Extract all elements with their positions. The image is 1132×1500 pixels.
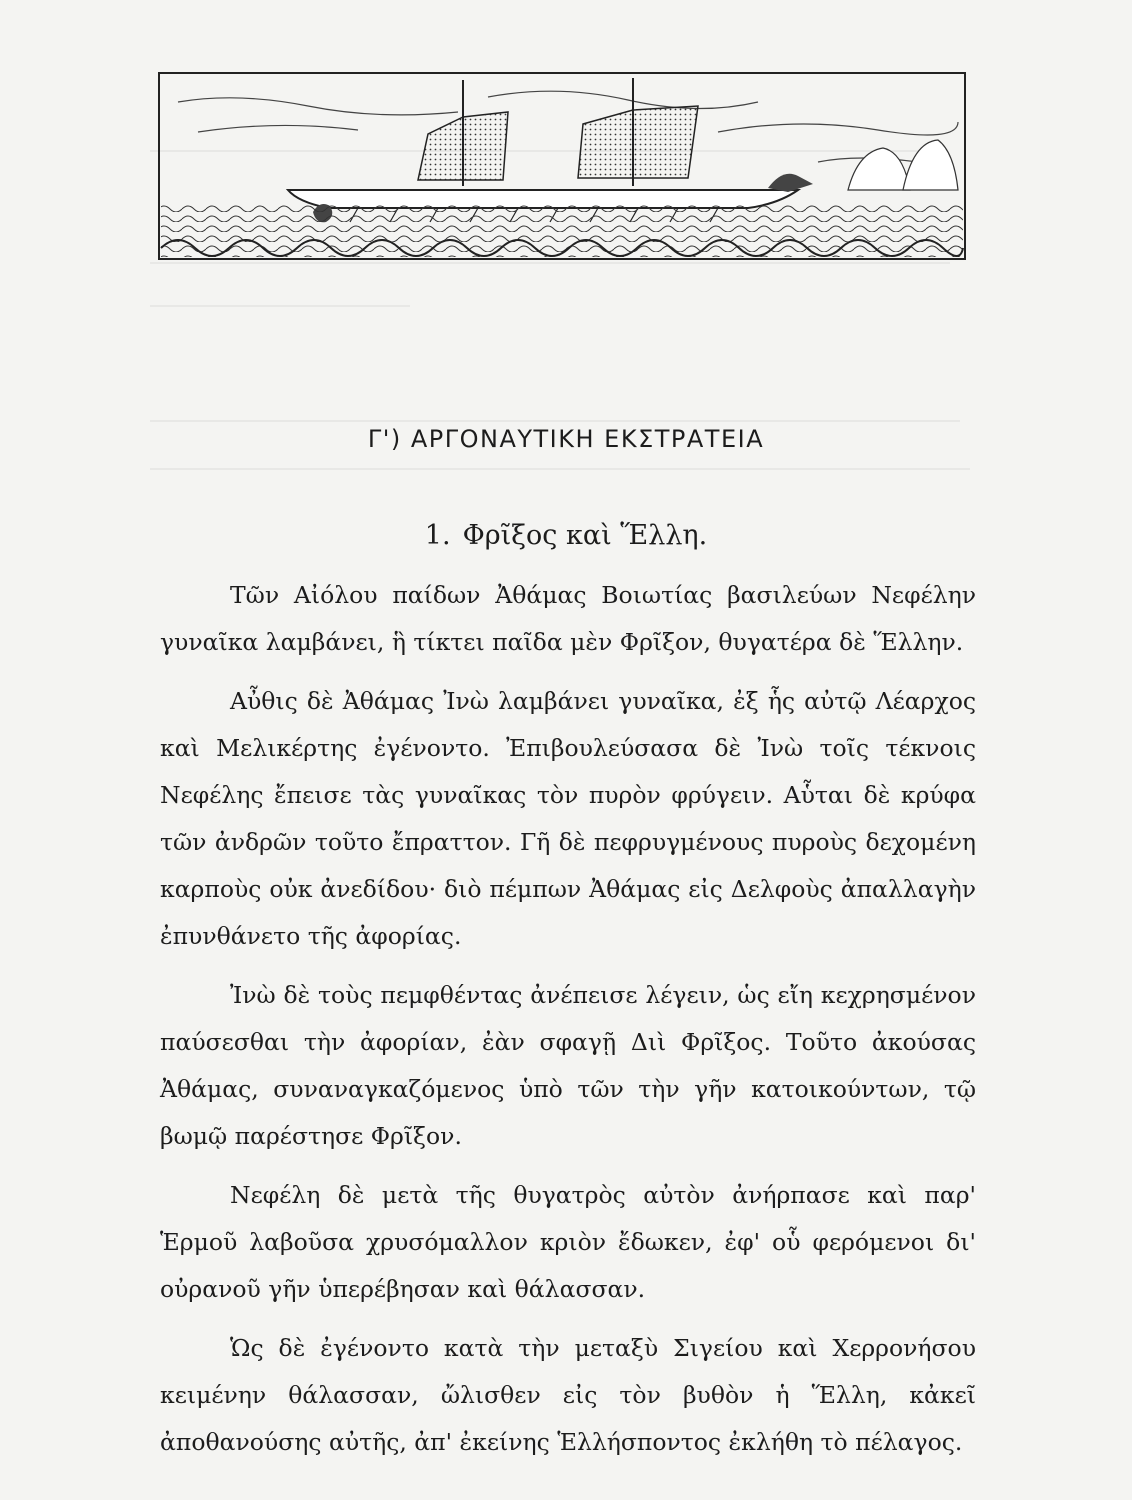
chapter-title: Φρῖξος καὶ Ἕλλη. [462,520,708,551]
chapter-number: 1. [424,520,451,551]
paragraph: Τῶν Αἰόλου παίδων Ἀθάμας Βοιωτίας βασιλεύων Νεφέλην γυναῖκα λαμβάνει, ἣ τίκτει παῖδα μὲν Φρῖξον, θυγατέρα δὲ Ἕλλην. [160,581,976,656]
section-title: Γ') ΑΡΓΟΝΑΥΤΙΚΗ ΕΚΣΤΡΑΤΕΙΑ [367,425,765,453]
paragraph: Νεφέλη δὲ μετὰ τῆς θυγατρὸς αὐτὸν ἀνήρπασε καὶ παρ' Ἑρμοῦ λαβοῦσα χρυσόμαλλον κριὸν ἔδωκεν, ἐφ' οὗ φερόμενοι δι' οὐρανοῦ γῆν ὑπερέβησαν καὶ θάλασσαν. [160,1181,976,1303]
chapter-heading [0,520,1132,551]
paragraph: Αὖθις δὲ Ἀθάμας Ἰνὼ λαμβάνει γυναῖκα, ἐξ ἧς αὐτῷ Λέαρχος καὶ Μελικέρτης ἐγένοντο. Ἐπιβουλεύσασα δὲ Ἰνὼ τοῖς τέκνοις Νεφέλης ἔπεισε τὰς γυναῖκας τὸν πυρὸν φρύγειν. Αὗται δὲ κρύφα τῶν ἀνδρῶν τοῦτο ἔπραττον. Γῆ δὲ πεφρυγμένους πυροὺς δεχομένη καρποὺς οὐκ ἀνεδίδου· διὸ πέμπων Ἀθάμας εἰς Δελφοὺς ἀπαλλαγὴν ἐπυνθάνετο τῆς ἀφορίας. [160,687,976,950]
body-text [160,572,976,1478]
paragraph: Ἰνὼ δὲ τοὺς πεμφθέντας ἀνέπεισε λέγειν, ὡς εἴη κεχρησμένον παύσεσθαι τὴν ἀφορίαν, ἐὰν σφαγῇ Διὶ Φρῖξος. Τοῦτο ἀκούσας Ἀθάμας, συναναγκαζόμενος ὑπὸ τῶν τὴν γῆν κατοικούντων, τῷ βωμῷ παρέστησε Φρῖξον. [160,981,976,1150]
paragraph: Ὡς δὲ ἐγένοντο κατὰ τὴν μεταξὺ Σιγείου καὶ Χερρονήσου κειμένην θάλασσαν, ὤλισθεν εἰς τὸν βυθὸν ἡ Ἕλλη, κἀκεῖ ἀποθανούσης αὐτῆς, ἀπ' ἐκείνης Ἑλλήσποντος ἐκλήθη τὸ πέλαγος. [160,1334,976,1456]
argo-ship-engraving-icon [158,72,966,260]
